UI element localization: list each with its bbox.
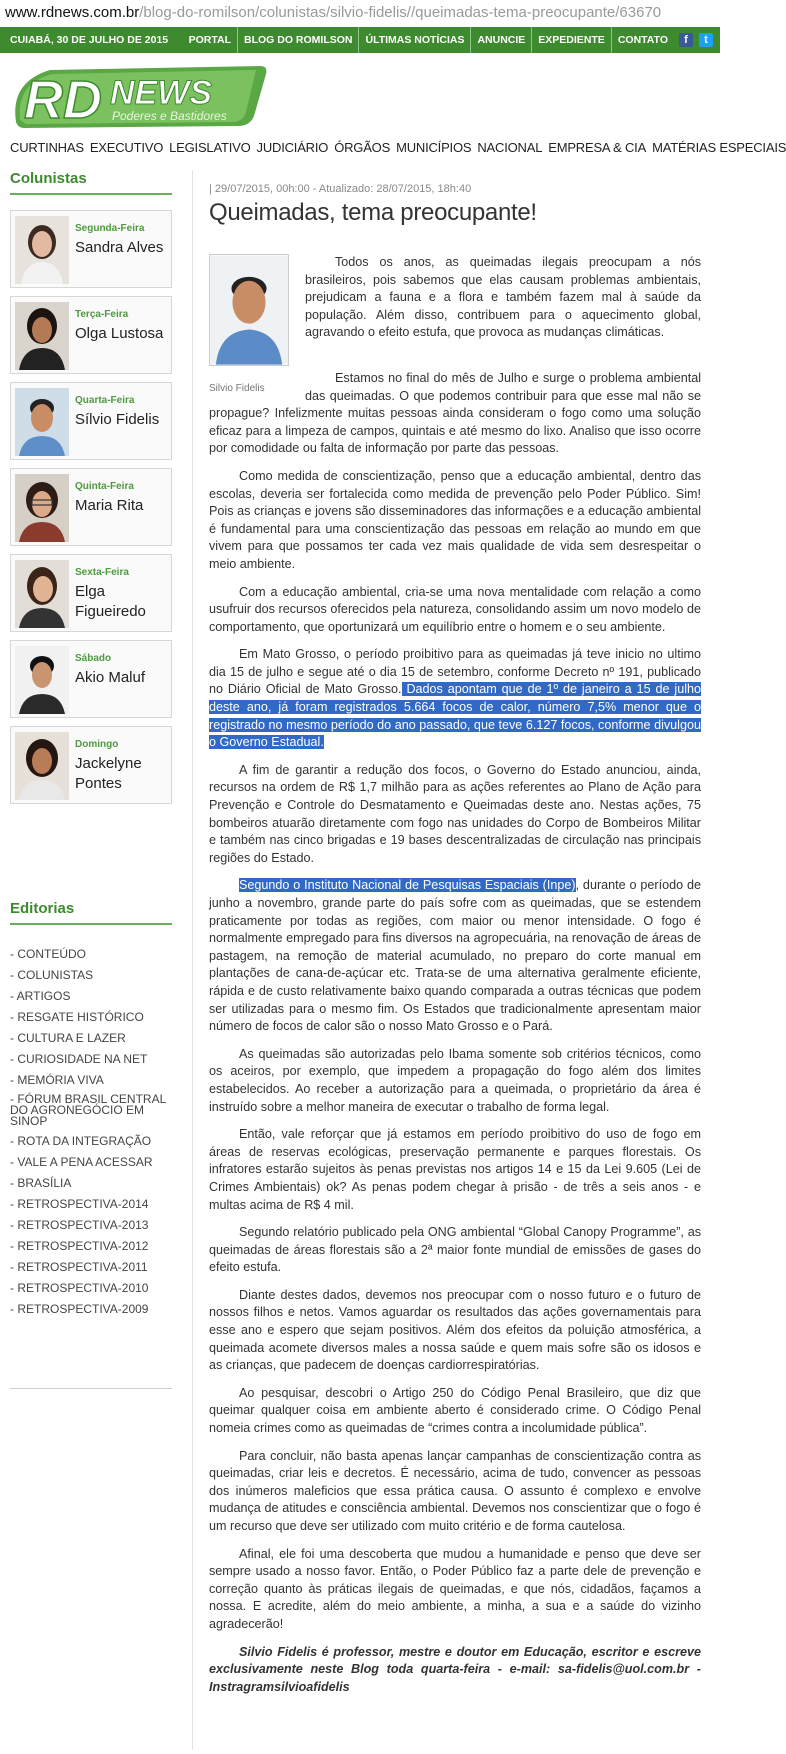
editoria-link[interactable]: - ROTA DA INTEGRAÇÃO (10, 1134, 152, 1148)
author-photo (209, 254, 291, 397)
svg-text:Poderes e Bastidores: Poderes e Bastidores (112, 109, 227, 123)
nav-empresa-cia[interactable]: EMPRESA & CIA (548, 140, 647, 155)
columnist-name: Jackelyne Pontes (75, 755, 142, 792)
editoria-link[interactable]: - CONTEÚDO (10, 947, 86, 961)
avatar (15, 646, 69, 714)
columnist-card[interactable] (10, 382, 172, 460)
sidebar (10, 170, 172, 1316)
svg-text:RD: RD (24, 70, 102, 130)
paragraph: Como medida de conscientização, penso que a educação ambiental, dentro das escolas, deveria ser fortalecida como medida de prevenção pelo Poder Público. Sim! Pois as crianças e jovens são disseminadores das informações e a educação ambiental é fundamental para uma conscientização das pessoas em relação ao mundo em que vivem para que possamos ter cada vez mais qualidade de vida sem desrespeitar o meio ambiente. (209, 468, 701, 571)
editoria-link[interactable]: - CULTURA E LAZER (10, 1031, 126, 1045)
svg-text:NEWS: NEWS (110, 74, 212, 112)
avatar (15, 560, 69, 628)
avatar (15, 388, 69, 456)
paragraph: Afinal, ele foi uma descoberta que mudou a humanidade e penso que deve ser sempre usado a nosso favor. Então, o Poder Público faz a parte dele de prevenção e correção quanto às práticas ilegais de queimadas, e que nós, cidadãos, façamos a nossa. E acredite, além do meio ambiente, a minha, a sua e a saúde do vizinho agradecerão! (209, 1546, 701, 1631)
avatar (15, 302, 69, 370)
paragraph: Ao pesquisar, descobri o Artigo 250 do Código Penal Brasileiro, que diz que queimar qualquer coisa em ambiente aberto é considerado crime. O Código Penal nomeia crimes como as queimadas de “crimes contra a incolumidade pública”. (209, 1385, 701, 1436)
top-links (183, 27, 674, 53)
columnist-name: Akio Maluf (75, 669, 146, 686)
author-image (209, 254, 289, 366)
columnist-card[interactable] (10, 640, 172, 718)
columnist-card[interactable] (10, 296, 172, 374)
avatar (15, 216, 69, 284)
columnist-name: Sílvio Fidelis (75, 411, 160, 428)
nav-orgaos[interactable]: ÓRGÃOS (334, 140, 391, 155)
article-body (209, 254, 701, 1706)
editoria-link[interactable]: - RETROSPECTIVA-2014 (10, 1197, 149, 1211)
columnist-card[interactable] (10, 554, 172, 632)
editoria-link[interactable]: - ARTIGOS (10, 989, 71, 1003)
columnist-card[interactable] (10, 210, 172, 288)
selected-text: Segundo o Instituto Nacional de Pesquisas Espaciais (Inpe) (239, 878, 576, 893)
columnist-name: Sandra Alves (75, 239, 164, 256)
editoria-link[interactable]: - VALE A PENA ACESSAR (10, 1155, 153, 1169)
editoria-link[interactable]: - BRASÍLIA (10, 1176, 72, 1190)
current-date: CUIABÁ, 30 DE JULHO DE 2015 (10, 34, 169, 46)
paragraph: Para concluir, não basta apenas lançar campanhas de conscientização contra as queimadas, criar leis e decretos. É necessário, acima de tudo, convencer as pessoas dos inúmeros maleficios que essa prática causa. O assunto é complexo e envolve mudança de atitudes e consciência ambiental. Devemos nos conscientizar que o fogo é um recurso que deve ser utilizado com muito critério e de forma cautelosa. (209, 1448, 701, 1533)
paragraph (209, 646, 701, 752)
editorias-heading: Editorias (10, 900, 172, 925)
rdnews-logo[interactable] (10, 62, 280, 132)
paragraph: Diante destes dados, devemos nos preocupar com o nosso futuro e o futuro de nossos filhos e netos. Vamos aguardar os resultados das ações governamentais para esse ano e espero que sejam positivos. Além dos efeitos da poluição atmosférica, a queimada acomete diversos males a nossa saúde e quem mais sofre são os idosos e as crianças, que padecem de doenças cardiorrespiratórias. (209, 1287, 701, 1373)
link-contato[interactable]: CONTATO (611, 27, 674, 53)
category-nav (10, 140, 786, 158)
link-anuncie[interactable]: ANUNCIE (470, 27, 531, 53)
top-bar (0, 27, 720, 53)
columnist-card[interactable] (10, 726, 172, 804)
url-path: /blog-do-romilson/colunistas/silvio-fidelis//queimadas-tema-preocupante/63670 (139, 4, 662, 21)
columnist-name: Olga Lustosa (75, 325, 164, 342)
nav-municipios[interactable]: MUNICÍPIOS (396, 140, 472, 155)
columnist-day: Sexta-Feira (75, 567, 129, 578)
nav-executivo[interactable]: EXECUTIVO (89, 140, 164, 155)
article-column (192, 170, 700, 1750)
nav-nacional[interactable]: NACIONAL (477, 140, 543, 155)
editorias-list (10, 947, 172, 1323)
twitter-icon[interactable]: t (699, 33, 713, 47)
paragraph: Todos os anos, as queimadas ilegais preocupam a nós brasileiros, pois sabemos que elas causam problemas ambientais, prejudicam a fauna e a flora e também fazem mal à saúde da população. Além disso, contribuem para o aquecimento global, agravando o efeito estufa, que provoca as mudanças climáticas. (305, 255, 701, 340)
nav-judiciario[interactable]: JUDICIÁRIO (256, 140, 329, 155)
nav-materias-especiais[interactable]: MATÉRIAS ESPECIAIS (652, 140, 786, 155)
editoria-link[interactable]: - RETROSPECTIVA-2013 (10, 1218, 149, 1232)
photo-caption: Silvio Fidelis (209, 382, 265, 394)
link-expediente[interactable]: EXPEDIENTE (531, 27, 611, 53)
article-title: Queimadas, tema preocupante! (209, 199, 537, 226)
editoria-link[interactable]: - RETROSPECTIVA-2009 (10, 1302, 149, 1316)
editoria-link[interactable]: - CURIOSIDADE NA NET (10, 1052, 148, 1066)
editoria-link[interactable]: - RESGATE HISTÓRICO (10, 1010, 144, 1024)
editoria-link[interactable]: - RETROSPECTIVA-2012 (10, 1239, 149, 1253)
columnist-day: Quarta-Feira (75, 395, 135, 406)
columnist-card[interactable] (10, 468, 172, 546)
selected-text: Dados apontam que de 1º de janeiro a 15 de julho deste ano, já foram registrados 5.664 focos de calor, número 7,5% menor que o registrado no mesmo período do ano passado, que teve 6.127 focos, conforme divulgou o Governo Estadual. (209, 682, 702, 750)
link-ultimas-noticias[interactable]: ÚLTIMAS NOTÍCIAS (358, 27, 470, 53)
nav-curtinhas[interactable]: CURTINHAS (10, 140, 84, 155)
columnist-day: Domingo (75, 739, 119, 750)
paragraph: Estamos no final do mês de Julho e surge o problema ambiental das queimadas. O que podemos contribuir para que esse mal não se propague? Infelizmente muitas pessoas ainda consideram o fogo como uma solução eficaz para a limpeza de campos, quintais e até mesmo do lixo. Analiso que isso ocorre por comodidade ou falta de informação por parte das pessoas. (209, 370, 701, 456)
paragraph: As queimadas são autorizadas pelo Ibama somente sob critérios técnicos, como os aceiros, por exemplo, que impedem a propagação do fogo além dos limites estabelecidos. Ao receber a autorização para a queimada, o proprietário da área é instruído sobre a melhor maneira de executar o trabalho de forma legal. (209, 1046, 701, 1114)
editoria-link[interactable]: - RETROSPECTIVA-2010 (10, 1281, 149, 1295)
paragraph-text: Em Mato Grosso, o período proibitivo para as queimadas já teve inicio no ultimo dia 15 de julho e segue até o dia 15 de setembro, conforme Decreto nº 191, publicado no Diário Oficial de Mato Grosso. (209, 647, 701, 697)
columnist-name: Elga Figueiredo (75, 583, 146, 620)
paragraph: Com a educação ambiental, cria-se uma nova mentalidade com relação a como usufruir dos recursos oferecidos pela natureza, consolidando assim um novo modelo de comportamento, que oportunizará um equilíbrio entre o homem e o seu ambiente. (209, 584, 701, 634)
editoria-link[interactable]: - RETROSPECTIVA-2011 (10, 1260, 148, 1274)
nav-legislativo[interactable]: LEGISLATIVO (169, 140, 251, 155)
columnist-day: Segunda-Feira (75, 223, 145, 234)
paragraph-text: , durante o período de junho a novembro, grande parte do país sofre com as queimadas, que se estendem praticamente por todas as regiões, com maior ou menor intensidade. O fogo é normalmente empregado para fins diversos na agropecuária, na renovação de áreas de pastagem, na remoção de material acumulado, no preparo do corte manual em plantações de cana-de-açúcar etc. Trata-se de uma alternativa geralmente eficiente, rápida e de custo relativamente baixo quando comparada a outras técnicas que podem ser utilizadas para o mesmo fim. Os Estados que tradicionalmente apresentam maior número de focos de calor são o nosso Mato Grosso e o Pará. (209, 878, 701, 1034)
avatar (15, 474, 69, 542)
columnist-day: Terça-Feira (75, 309, 129, 320)
sidebar-divider (10, 1388, 172, 1389)
editoria-link[interactable]: - MEMÓRIA VIVA (10, 1073, 104, 1087)
url-host: www.rdnews.com.br (5, 4, 140, 21)
columnist-name: Maria Rita (75, 497, 144, 514)
columnist-day: Quinta-Feira (75, 481, 134, 492)
paragraph: Segundo relatório publicado pela ONG ambiental “Global Canopy Programme”, as queimadas de áreas florestais são a 2ª maior fonte mundial de emissões de gases do efeito estufa. (209, 1225, 701, 1275)
facebook-icon[interactable]: f (679, 33, 693, 47)
avatar (15, 732, 69, 800)
editoria-link[interactable]: - COLUNISTAS (10, 968, 94, 982)
author-signature: Silvio Fidelis é professor, mestre e doutor em Educação, escritor e escreve exclusivamente neste Blog toda quarta-feira - e-mail: sa-fidelis@uol.com.br - Instragramsilvioafidelis (209, 1644, 701, 1694)
columnists-heading: Colunistas (10, 170, 172, 195)
paragraph: Então, vale reforçar que já estamos em período proibitivo do uso de fogo em áreas de reservas ecológicas, preservação permanente e parques florestais. Os infratores estarão sujeitos às penas previstas nos artigos 14 e 15 da Lei 9.605 (Lei de Crimes Ambientais) ok? As penas podem chegar à prisão - de três a seis anos - e multas acima de R$ 4 mil. (209, 1127, 701, 1212)
article-meta: | 29/07/2015, 00h:00 - Atualizado: 28/07/2015, 18h:40 (209, 183, 472, 195)
paragraph: A fim de garantir a redução dos focos, o Governo do Estado anunciou, ainda, recursos na ordem de R$ 1,7 milhão para as ações referentes ao Plano de Ação para Prevenção e Controle do Desmatamento e Queimadas deste ano. Nestas ações, 75 bombeiros atuarão diretamente com fogo nas unidades do Corpo de Bombeiros Militar e também nas cinco brigadas e 19 bases descentralizadas de circulação nas principais regiões do Estado. (209, 762, 701, 865)
editoria-link[interactable]: - FÓRUM BRASIL CENTRAL DO AGRONEGÓCIO EM SINOP (10, 1092, 166, 1128)
address-bar[interactable] (0, 0, 720, 26)
link-blog-do-romilson[interactable]: BLOG DO ROMILSON (237, 27, 359, 53)
columnist-day: Sábado (75, 653, 112, 664)
link-portal[interactable]: PORTAL (188, 34, 231, 46)
paragraph (209, 877, 701, 1035)
